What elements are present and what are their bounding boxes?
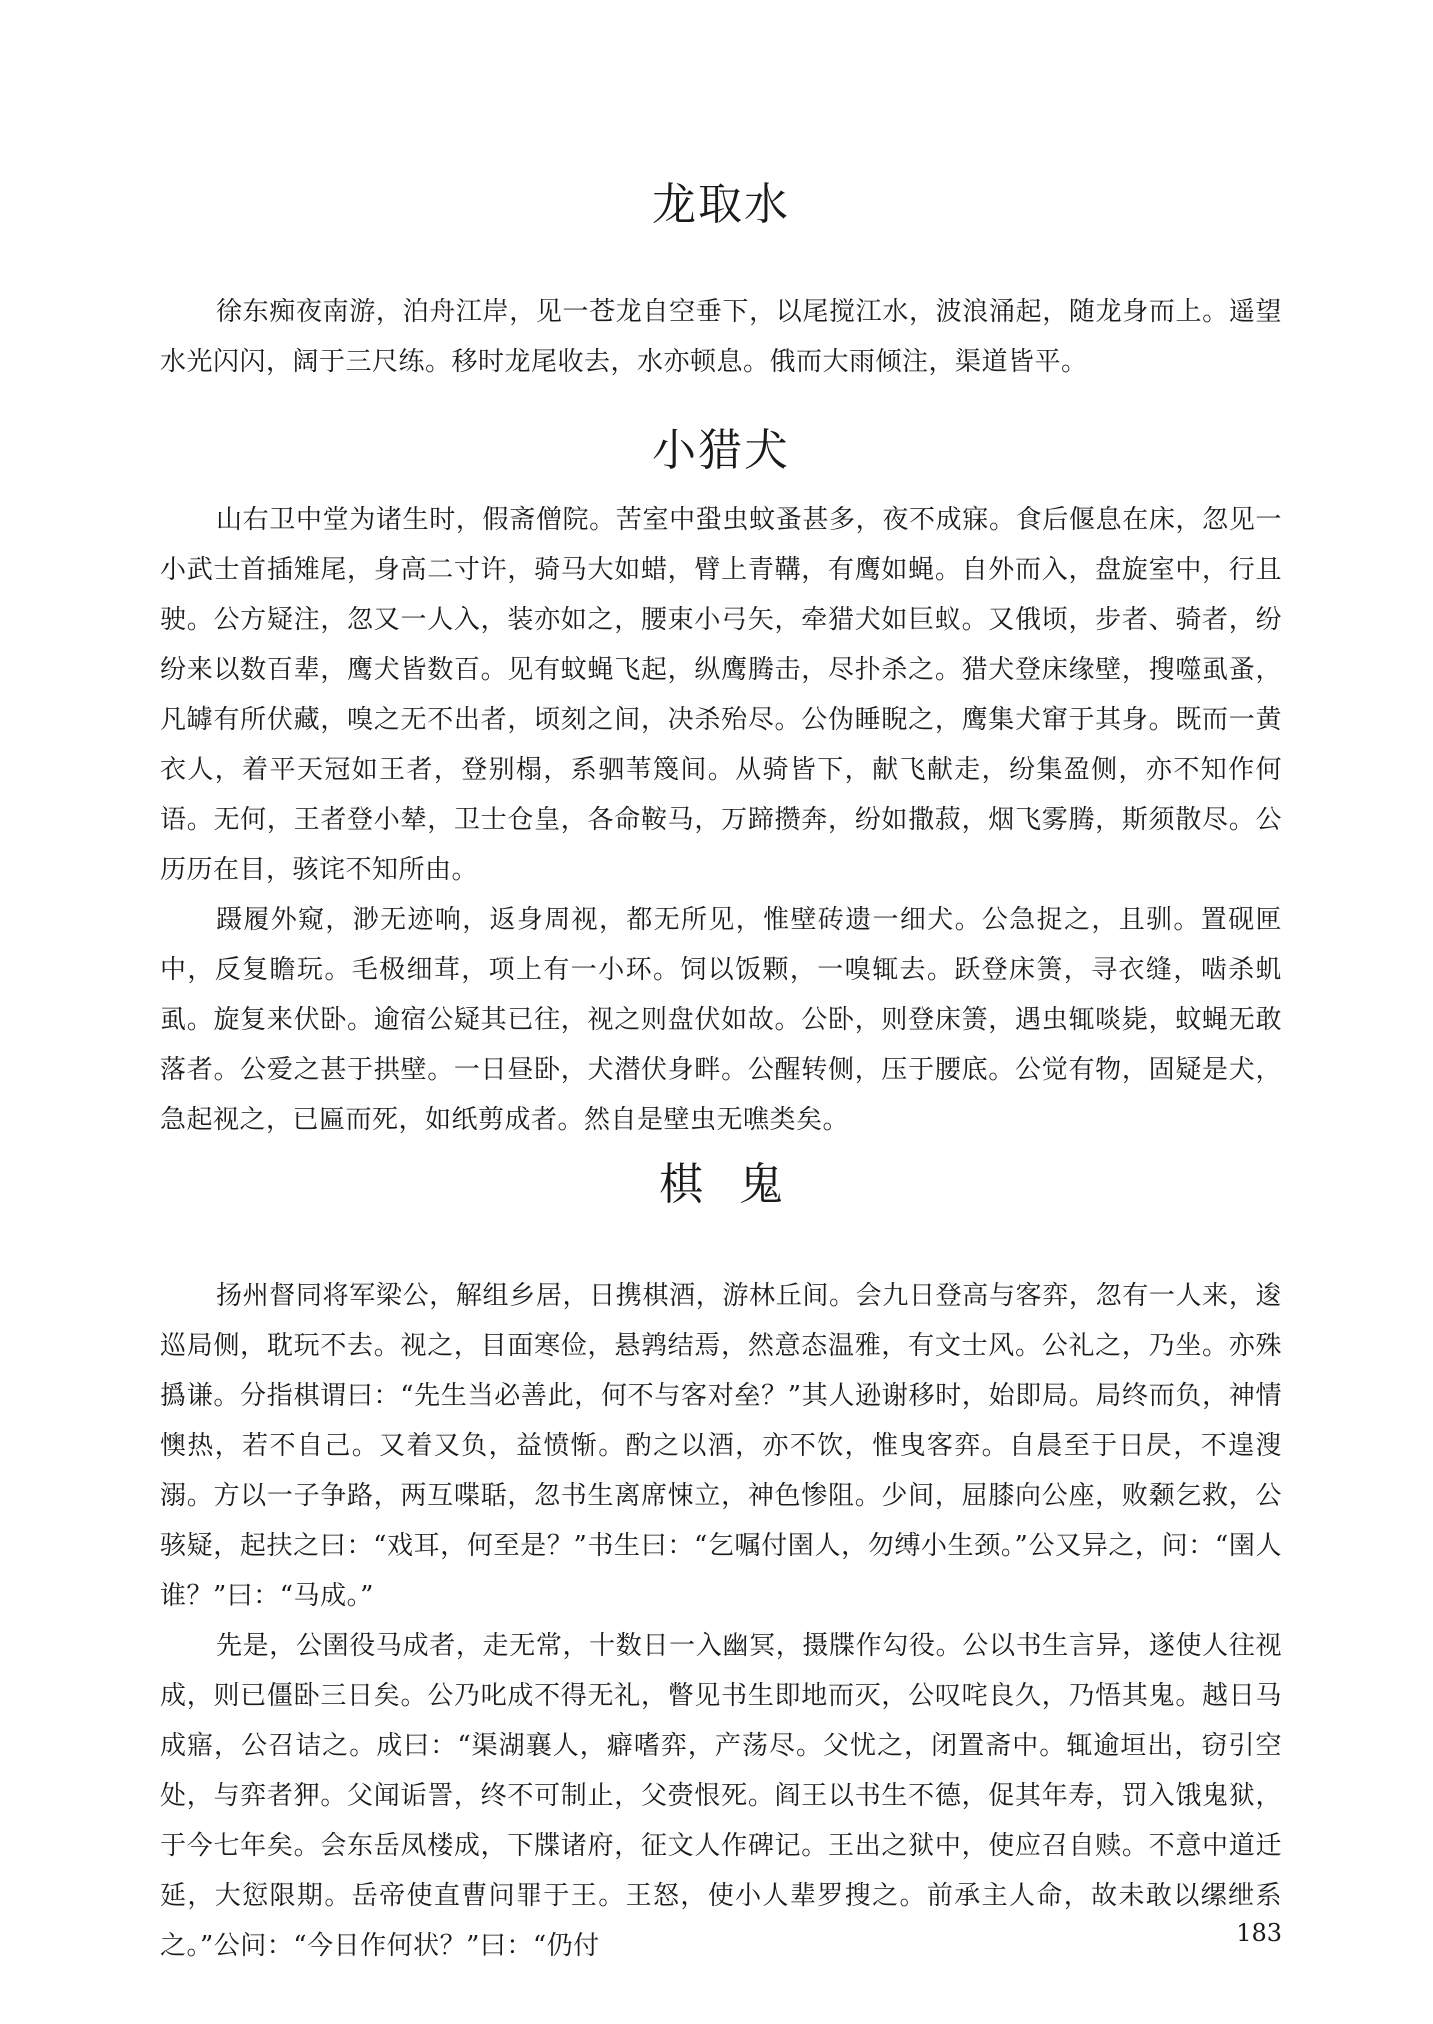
- section-title-xiao-lie-quan: 小猎犬: [652, 425, 790, 476]
- book-page: [160, 0, 1282, 2024]
- paragraph: 先是，公圉役马成者，走无常，十数日一入幽冥，摄牒作勾役。公以书生言异，遂使人往视成，则已僵卧三日矣。公乃叱成不得无礼，瞥见书生即地而灭，公叹咤良久，乃悟其鬼。越日马成寤，公召诘之。成曰：“渠湖襄人，癖嗜弈，产荡尽。父忧之，闭置斋中。辄逾垣出，窃引空处，与弈者狎。父闻诟詈，终不可制止，父赍恨死。阎王以书生不德，促其年寿，罚入饿鬼狱，于今七年矣。会东岳凤楼成，下牒诸府，征文人作碑记。王出之狱中，使应召自赎。不意中道迁延，大愆限期。岳帝使直曹问罪于王。王怒，使小人辈罗搜之。前承主人命，故未敢以缧绁系之。”公问：“今日作何状？”曰：“仍付: [160, 1631, 1282, 1961]
- paragraph: 山右卫中堂为诸生时，假斋僧院。苦室中蛩虫蚊蚤甚多，夜不成寐。食后偃息在床，忽见一小武士首插雉尾，身高二寸许，骑马大如蜡，臂上青鞲，有鹰如蝇。自外而入，盘旋室中，行且驶。公方疑注，忽又一人入，装亦如之，腰束小弓矢，牵猎犬如巨蚁。又俄顷，步者、骑者，纷纷来以数百辈，鹰犬皆数百。见有蚊蝇飞起，纵鹰腾击，尽扑杀之。猎犬登床缘壁，搜噬虱蚤，凡罅有所伏藏，嗅之无不出者，顷刻之间，决杀殆尽。公伪睡睨之，鹰集犬窜于其身。既而一黄衣人，着平天冠如王者，登别榻，系驷苇篾间。从骑皆下，献飞献走，纷集盈侧，亦不知作何语。无何，王者登小辇，卫士仓皇，各命鞍马，万蹄攒奔，纷如撒菽，烟飞雾腾，斯须散尽。公历历在目，骇诧不知所由。: [160, 505, 1282, 885]
- paragraph: 扬州督同将军梁公，解组乡居，日携棋酒，游林丘间。会九日登高与客弈，忽有一人来，逡巡局侧，耽玩不去。视之，目面寒俭，悬鹑结焉，然意态温雅，有文士风。公礼之，乃坐。亦殊撝谦。分指棋谓曰：“先生当必善此，何不与客对垒？”其人逊谢移时，始即局。局终而负，神情懊热，若不自己。又着又负，益愤惭。酌之以酒，亦不饮，惟曳客弈。自晨至于日昃，不遑溲溺。方以一子争路，两互喋聒，忽书生离席悚立，神色惨阻。少间，屈膝向公座，败颡乞救，公骇疑，起扶之曰：“戏耳，何至是？”书生曰：“乞嘱付圉人，勿缚小生颈。”公又异之，问：“圉人谁？”曰：“马成。”: [160, 1281, 1282, 1611]
- section-body-long-qu-shui: [160, 287, 1282, 387]
- section-body-qi-gui: [160, 1271, 1282, 1971]
- paragraph: 徐东痴夜南游，泊舟江岸，见一苍龙自空垂下，以尾搅江水，波浪涌起，随龙身而上。遥望水光闪闪，阔于三尺练。移时龙尾收去，水亦顿息。俄而大雨倾注，渠道皆平。: [160, 297, 1282, 377]
- paragraph: 蹑履外窥，渺无迹响，返身周视，都无所见，惟壁砖遗一细犬。公急捉之，且驯。置砚匣中，反复瞻玩。毛极细茸，项上有一小环。饲以饭颗，一嗅辄去。跃登床箦，寻衣缝，啮杀虮虱。旋复来伏卧。逾宿公疑其已往，视之则盘伏如故。公卧，则登床箦，遇虫辄啖毙，蚊蝇无敢落者。公爱之甚于拱壁。一日昼卧，犬潜伏身畔。公醒转侧，压于腰底。公觉有物，固疑是犬，急起视之，已匾而死，如纸剪成者。然自是壁虫无噍类矣。: [160, 905, 1282, 1135]
- page-number: 183: [1236, 1919, 1282, 1947]
- section-body-xiao-lie-quan: [160, 495, 1282, 1145]
- section-title-long-qu-shui: 龙取水: [652, 179, 790, 230]
- section-title-qi-gui: 棋鬼: [659, 1159, 819, 1210]
